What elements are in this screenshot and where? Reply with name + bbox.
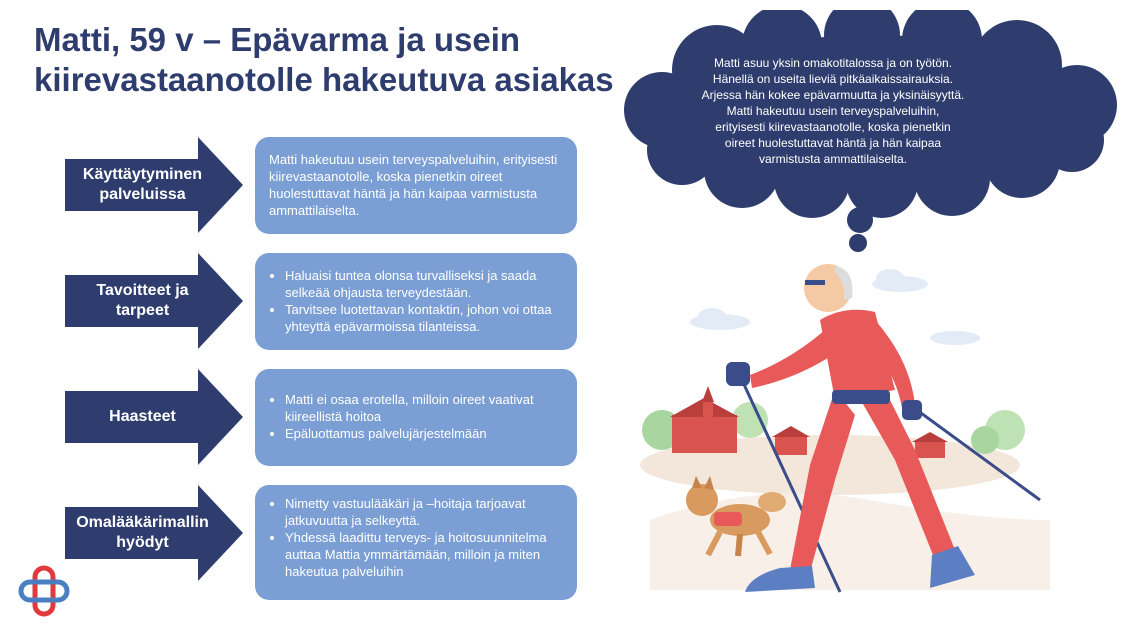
section-label-arrow [65,253,243,349]
section-content-box [255,485,577,600]
section-paragraph: Matti hakeutuu usein terveyspalveluihin, erityisesti kiirevastaanotolle, koska pienetkin oireet huolestuttavat häntä ja hän kaipaa varmistusta ammattilaiselta. [269,152,558,218]
section-label: Omalääkärimallin hyödyt [76,514,209,551]
bullet-item: • Haluaisi tuntea olonsa turvalliseksi ja saada selkeää ohjausta terveydestään. [285,267,563,301]
organization-logo [18,565,70,617]
bullet-list [269,267,563,335]
section-label-arrow [65,137,243,233]
section-label-arrow [65,369,243,465]
bullet-item: • Yhdessä laadittu terveys- ja hoitosuunnitelma auttaa Mattia ymmärtämään, milloin ja miten hakeutua palveluihin [285,529,563,580]
bullet-item: • Nimetty vastuulääkäri ja –hoitaja tarjoavat jatkuvuutta ja selkeyttä. [285,495,563,529]
section-label: Käyttäytyminen palveluissa [82,166,203,203]
page-title: Matti, 59 v – Epävarma ja usein kiirevastaanotolle hakeutuva asiakas [34,21,614,98]
bullet-list [269,391,563,442]
bullet-item: • Matti ei osaa erotella, milloin oireet vaativat kiireellistä hoitoa [285,391,563,425]
bullet-list [269,495,563,580]
thought-text: Matti asuu yksin omakotitalossa ja on työtön. Hänellä on useita lieviä pitkäaikaissairauksia. Arjessa hän kokee epävarmuutta ja yksinäisyyttä. Matti hakeutuu usein terveyspalveluihin, erityisesti kiirevastaanotolle, koska pienetkin oireet huolestuttavat häntä ja hän kaipaa varmistusta ammattilaiselta. [701,56,965,166]
section-label: Haasteet [109,408,176,425]
section-label: Tavoitteet ja tarpeet [96,282,189,319]
section-content-box [255,369,577,466]
section-content-box [255,137,577,234]
section-label-arrow [65,485,243,581]
walking-man-illustration [640,250,1060,620]
bullet-item: • Tarvitsee luotettavan kontaktin, johon voi ottaa yhteyttä epävarmoissa tilanteissa. [285,301,563,335]
bullet-item: • Epäluottamus palvelujärjestelmään [285,425,563,442]
section-content-box [255,253,577,350]
